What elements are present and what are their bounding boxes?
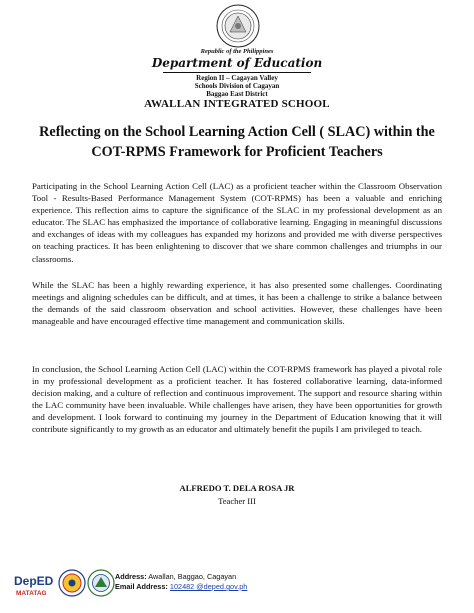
address-label: Address: [115, 572, 147, 581]
signatory-position: Teacher III [218, 496, 256, 506]
region-label: Region II – Cagayan Valley [196, 74, 278, 82]
svg-text:DepED: DepED [14, 574, 54, 588]
paragraph-2: While the SLAC has been a highly rewarding experience, it has also presented some challenges. Coordinating meetings and aligning schedules can be difficult, and at times, it has been a challenge to strike a balance between the demands of the said classroom observation and school activities. However, these challenges have been manageable and have encouraged effective time management and communication skills. [32, 280, 442, 327]
school-name: AWALLAN INTEGRATED SCHOOL [144, 98, 330, 110]
address-value: Awallan, Baggao, Cagayan [148, 572, 237, 581]
deped-matatag-logo [14, 574, 54, 597]
district-label: Baggao East District [206, 90, 268, 98]
school-seal-logo [88, 570, 114, 596]
document-title [20, 122, 454, 162]
bagong-pilipinas-logo [59, 570, 85, 596]
email-link[interactable]: 102482 @deped.gov.ph [169, 582, 248, 591]
paragraph-1: Participating in the School Learning Action Cell (LAC) as a proficient teacher within the Classroom Observation Tool - Results-Based Performance Management System (COT-RPMS) has been a valuable and enriching experience. This reflection aims to capture the significance of the SLAC in my professional development as an educator. The SLAC has emphasized the importance of collaborative learning. Engaging in meaningful discussions and exchanges of ideas with my colleagues has expanded my horizons and provided me with diverse perspectives on teaching practices. It has been enlightening to discover that we share common challenges and triumphs in our classrooms. [32, 181, 442, 264]
footer-email [115, 582, 247, 591]
republic-label: Republic of the Philippines [200, 48, 274, 55]
header-divider [163, 72, 311, 73]
deped-seal-icon [216, 4, 260, 48]
footer-address [115, 572, 236, 581]
svg-text:MATATAG: MATATAG [16, 590, 47, 597]
division-label: Schools Division of Cagayan [194, 82, 280, 90]
email-label: Email Address: [115, 582, 168, 591]
signatory-name: ALFREDO T. DELA ROSA JR [179, 483, 295, 493]
title-line-1: Reflecting on the School Learning Action Cell ( SLAC) within the [39, 124, 435, 140]
title-line-2: COT-RPMS Framework for Proficient Teachers [91, 144, 383, 160]
paragraph-3: In conclusion, the School Learning Action Cell (LAC) within the COT-RPMS framework has played a pivotal role in my professional development as a proficient teacher. It has fostered collaborative learning, data-informed decision making, and a culture of reflection and continuous improvement. The support and resource sharing within the LAC community have been invaluable. While challenges have arisen, they have been opportunities for growth and development. I look forward to continuing my journey in the Department of Education knowing that it will contribute significantly to my growth as an educator and ultimately benefit the pupils I am privileged to teach. [32, 364, 442, 435]
department-name: Department of Education [151, 56, 323, 70]
